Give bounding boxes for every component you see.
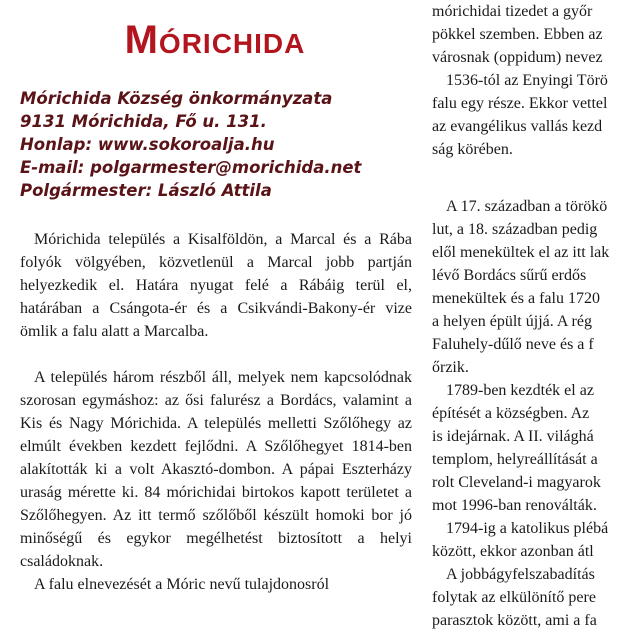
right-column: [432, 0, 640, 632]
text-line: építését a községben. Az: [432, 405, 590, 422]
text-line: őrzik.: [432, 359, 469, 376]
page-title: Mórichida: [124, 18, 306, 62]
paragraph-name-origin: A falu elnevezését a Móric nevű tulajdonosról: [34, 576, 330, 593]
text-line: elől menekültek el az itt lak: [432, 244, 610, 261]
text-line: lévő Bordács sűrű erdős: [432, 267, 587, 284]
text-line: parasztok között, ami a fa: [432, 612, 597, 629]
text-line: az evangélikus vallás kezd: [432, 118, 603, 135]
email-line: E-mail: polgarmester@morichida.net: [20, 158, 362, 177]
paragraph-gap: [432, 161, 640, 195]
paragraph-location: Mórichida település a Kisalföldön, a Marcal és a Rába folyók völgyében, közvetlenül a Marcal jobb partján helyezkedik el. Határa nyugat felé a Rábáig terül el, határában a Csángota-ér és a Csikvándi-Bakony-ér vize ömlik a falu alatt a Marcalba.: [20, 231, 412, 340]
paragraph-settlement-parts: A település három részből áll, melyek nem kapcsolódnak szorosan egymáshoz: az ősi falurész a Bordács, valamint a Kis és Nagy Mórichida. A település melletti Szőlőhegy az elmúlt években kezdett fejlődni. A Szőlőhegyet 1814-ben alakították ki a volt Akasztó-dombon. A pápai Eszterházy uraság mérette ki. 84 mórichidai birtokos kapott területet a Szőlőhegyen. Az itt termő szőlőből készült homoki bor jó minőségű és egykor megélhetést biztosított a helyi családoknak.: [20, 369, 412, 570]
text-line: mot 1996-ban renoválták.: [432, 497, 597, 514]
left-column: [20, 228, 412, 596]
text-line: 1536-tól az Enyingi Törö: [446, 72, 608, 89]
text-line: A jobbágyfelszabadítás: [446, 566, 595, 583]
text-line: városnak (oppidum) nevez: [432, 49, 603, 66]
text-line: A 17. században a törökö: [446, 198, 608, 215]
text-line: 1794-ig a katolikus plébá: [446, 520, 609, 537]
text-line: templom, helyreállítását a: [432, 451, 598, 468]
text-line: 1789-ben kezdték el az: [446, 382, 594, 399]
website-line: Honlap: www.sokoroalja.hu: [20, 135, 275, 154]
text-line: ság körében.: [432, 141, 513, 158]
text-line: menekültek és a falu 1720: [432, 290, 600, 307]
postal-address: 9131 Mórichida, Fő u. 131.: [20, 112, 267, 131]
text-line: folytak az elkülönítő pere: [432, 589, 596, 606]
mayor-line: Polgármester: László Attila: [20, 181, 272, 200]
text-line: rolt Cleveland-i magyarok: [432, 474, 601, 491]
text-line: pökkel szemben. Ebben az: [432, 26, 603, 43]
text-line: között, ekkor azonban átl: [432, 543, 594, 560]
text-line: a helyen épült újjá. A rég: [432, 313, 592, 330]
text-line: lut, a 18. században pedig: [432, 221, 598, 238]
text-line: falu egy része. Ekkor vettel: [432, 95, 608, 112]
text-line: is idejárnak. A II. világhá: [432, 428, 594, 445]
municipality-name: Mórichida Község önkormányzata: [20, 89, 333, 108]
text-line: Faluhely-dűlő neve és a f: [432, 336, 594, 353]
text-line: mórichidai tizedet a győr: [432, 3, 593, 20]
contact-block: [20, 87, 420, 202]
